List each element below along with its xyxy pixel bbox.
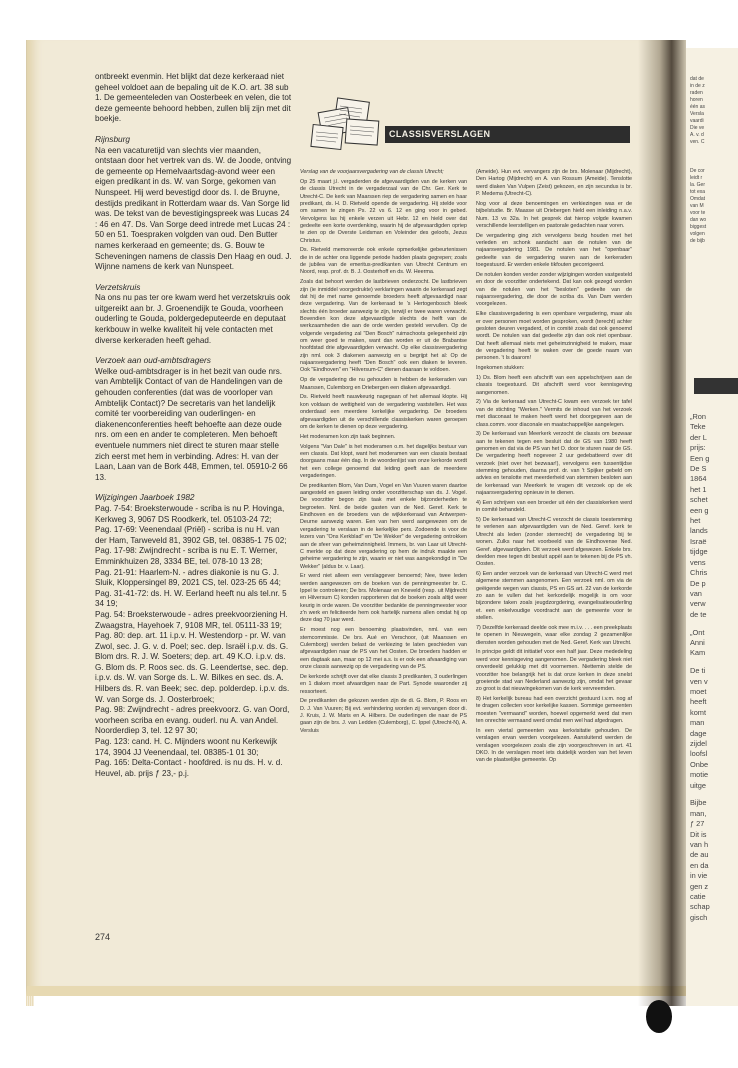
subsection-heading: Verzetskruis bbox=[95, 281, 141, 292]
next-page-line: Omdat bbox=[690, 196, 706, 202]
paragraph: 7) Dezelfde kerkeraad deelde ook mee m.i.v. . . . een preekplaats te openen in Nieuwegein, waar elke zondag 2 gezamenlijke diensten worden gehouden met de Ned. Geref. Kerk van Utrecht. bbox=[476, 624, 632, 646]
next-page-line: het bbox=[690, 516, 701, 526]
next-page-line: De S bbox=[690, 464, 707, 474]
paragraph: Pag. 54: Broeksterwoude - adres preekvoorziening H. Zwaagstra, Hayehoek 7, 9108 MR, tel. 05111-33 19; bbox=[95, 609, 288, 630]
next-page-line: komt bbox=[690, 707, 707, 717]
paragraph: Pag. 123: cand. H. C. Mijnders woont nu Kerkewijk 174, 3904 JJ Veenendaal, tel. 08385-1 01 30; bbox=[95, 737, 278, 757]
next-page-line: loofsl bbox=[690, 749, 708, 759]
next-page-line: horen bbox=[690, 97, 703, 103]
paragraph: Nog voor al deze benoemingen en verkiezingen was er de bijbelstudie. Br. Maasse uit Driebergen hield een inleiding n.a.v. Num. 13 vs 32a. In het gesprek dat hierop volgde kwamen verschillende leerstelligen en pastorale gedachten naar voren. bbox=[476, 200, 632, 229]
middle-column bbox=[300, 169, 467, 738]
paragraph: Pag. 98: Zwijndrecht - adres preekvoorz. G. van Oord, voorheen scriba en evang. ouderl. nu A. van Andel. Noorderdiep 3, tel. 12 97 30; bbox=[95, 705, 290, 736]
paragraph: Pag. 165: Delta-Contact - hoofdred. is nu ds. H. v. d. Heuvel, ab. prijs ƒ 23,- p.j. bbox=[95, 758, 283, 778]
paragraph: Er werd niet alleen een verslaggever benoemd; Nee, twee leden werden aangewezen om de boeken van de penningmeester br. C. Ippel te controleren; De brs. Molenaar en Kneveld (resp. uit Mijdrecht en Hilversum C) konden rapporteren dat de boeken zoals altijd weer keurig in orde waren. De voorzitter bedankte de penningmeester voor z'n werk en feliciteerde hem ook hartelijk namens allen omdat hij op deze dag 70 jaar werd. bbox=[300, 573, 467, 624]
next-page-mid-lines bbox=[690, 168, 706, 245]
next-page-line: raden bbox=[690, 90, 703, 96]
book-gutter bbox=[638, 40, 686, 1006]
paragraph: Volgens "Van Dale" is het moderamen o.m. het dagelijks bestuur van een classis. Dat klopt, want het moderamen van een classis bestaat doorgaans maar één dag. In de woordenlijst van onze kerkorde wordt het een college genoemd dat leiding geeft aan de meerdere vergaderingen. bbox=[300, 443, 467, 479]
paragraph: (Ameide). Hun evt. vervangers zijn de brs. Molenaar (Mijdrecht), Den Hartog (Mijdrecht) en A. van Rossum (Ameide). Tenslotte werd diaken Van Vulpen (Zeist) gekozen, en zijn secundus is br. P. Medema (Utrecht-C). bbox=[476, 169, 632, 198]
next-page-line: Teke bbox=[690, 422, 706, 432]
next-page-line: Chris bbox=[690, 568, 708, 578]
next-page-line: A. v. d bbox=[690, 132, 704, 138]
next-page-line: man bbox=[690, 718, 705, 728]
next-page-line: ƒ 27 bbox=[690, 819, 705, 829]
paragraph: In een viertal gemeenten was kerkvisitatie gehouden. De verslagen ervan werden voorgelezen. Aansluitend werden de verslagen voorgelezen zoals die zijn voorgeschreven in art. 41 DKO. In de verslagen moet iets duidelijk worden van het leven van de plaatselijke gemeente. Op bbox=[476, 727, 632, 764]
next-page-line: Dit is bbox=[690, 829, 707, 839]
paragraph: 6) Een ander verzoek van de kerkeraad van Utrecht-C werd met algemene stemmen aangenomen. Een verzoek nml. om via de geëigende wegen van classis, PS en GS art. 22 van de kerkorde zo aan te vullen dat het kerkordelijk mogelijk is om voor bijzondere taken zoals jeugdzorgdering, evangelisatieouderling et. een enkelvoudige voordracht aan de gemeente voor te stellen. bbox=[476, 571, 632, 622]
black-dot-mark bbox=[646, 1000, 672, 1033]
next-page-line: ven v bbox=[690, 676, 708, 686]
next-page-line: Een g bbox=[690, 453, 710, 463]
next-page-top-lines bbox=[690, 76, 705, 146]
paragraph: Pag. 31-41-72: ds. H. W. Eerland heeft nu als tel.nr. 5 34 19; bbox=[95, 588, 287, 609]
next-page-line bbox=[690, 659, 710, 666]
paragraph: Pag. 80: dep. art. 11 i.p.v. H. Westendorp - pr. W. van Zwol, sec. J. G. v. d. Poel; sec. dep. Israël i.p.v. ds. G. Blom drs. R. J. W. Soeters; dep. art. 49 K.O. i.p.v. ds. G. Blom ds. P. Roos sec. ds. G. Leendertse, sec. dep. i.p.v. ds. W. van Sorge ds. L. W. Bilkes en sec. ds. A. Hilbers ds. R. van Beek; sec. dep. polderdep. i.p.v. ds. W. van Sorge ds. J. Oosterbroek; bbox=[95, 631, 290, 704]
next-page-line: heeft bbox=[690, 697, 707, 707]
paragraph: Op 25 maart j.l. vergaderden de afgevaardigden van de kerken van de classis Utrecht in de vergaderzaal van de Chr. Ger. Kerk te Utrecht-C. De kerk van Maarssen riep de vergadering samen en haar predikant, ds. H. D. Rietveld opende de vergadering. Hij stelde voor om samen te zingen Ps. 22 vs 6. 12 en ging voor in gebed. Vervolgens las hij enkele verzen uit Hebr. 12 en hield over dat gedeelte een korte overdenking, waarin hij de afgevaardigden opriep te zien op de Overste Leidsman en Voleinder des geloofs, Jezus Christus. bbox=[300, 178, 467, 244]
paragraph: Pag. 17-98: Zwijndrecht - scriba is nu E. T. Werner, Emminkhuizen 28, 3334 BE, tel. 078-10 13 28; bbox=[95, 546, 278, 566]
next-page-line: dage bbox=[690, 728, 707, 738]
next-page-line: gen z bbox=[690, 881, 709, 891]
paragraph: Het moderamen kon zijn taak beginnen. bbox=[300, 433, 396, 440]
next-page-line: 1864 bbox=[690, 474, 707, 484]
next-page-line: lands bbox=[690, 526, 708, 536]
next-page-line: prijs: bbox=[690, 443, 706, 453]
paragraph: 3) De kerkeraad van Meerkerk verzocht de classis om bezwaar aan te tekenen tegen een besluit dat de GS van 1980 heeft genomen en dat via de PS van het O. door te sturen naar de GS. De vergadering heeft nogeveer 2 uur gedebatteerd over dit verzoek (niet over het bezwaar!), vervolgens een tussentijdse stemming gehouden, daarna prof. dr. van 't Spijker gebeld om advies en tenslotte met meerderheid van stemmen besloten aan de kerkeraad van Meerkerk te vragen dit verzoek op de ek najaarsvergadering opnieuw in te dienen. bbox=[476, 431, 632, 497]
paragraph: Ingekomen stukken: bbox=[476, 365, 525, 372]
next-page-line: leidt r bbox=[690, 175, 703, 181]
next-page-line: Versla bbox=[690, 111, 704, 117]
next-page-line: de bijb bbox=[690, 238, 705, 244]
paragraph: De vergadering ging zich vervolgens bezig houden met het verleden en schonk aandacht aan de notulen van de najaarsvergadering 1981. De notulen van het "openbaar" gedeelte van de vergadering waren aan de kerkeraden toegestuurd. Er werden enkele tikfouten gecorrigeerd. bbox=[476, 232, 632, 269]
next-page-line: van M bbox=[690, 203, 704, 209]
page-number: 274 bbox=[95, 932, 111, 942]
next-page-line: Kam bbox=[690, 648, 706, 658]
paragraph: Er moest nog een benoeming plaatsvinden, nml. van een stemcommissie. De brs. Aué en Verschoor, (uit Maarssen en Culemborg) werden belast de verkiezing te laten geschieden van afgevaardigden naar de PS van het Oosten. De broeders hadden er een dagtaak aan, maar op 12 mei a.s. is er ook een afvaardiging van onze classis aanwezig op de vergadering van de PS. bbox=[300, 627, 467, 670]
paragraph: De predikanten die gekozen werden zijn de di. G. Blom, P. Roos en D. J. Van Vuuren; Bij evt. verhindering worden zij vervangen door di. J. Kruis, J. W. Maris en A. Hilbers. De ouderlingen die naar de PS gaan zijn de brs. J. van Ledden (Culemborg), C. Ippel (Utrecht-N), A. Versluis bbox=[300, 698, 467, 734]
paragraph: Ds. Rietveld heeft nauwkeurig nagegaan of het allemaal klopte. Hij kon voldaan de wettigheid van de vergadering vaststellen. Het was onderdaad een meerdere kerkelijke vergadering. De broeders afgevaardigden uit de verschillende classiskerken waren geroepen om de kerken te dienen op deze vergadering. bbox=[300, 394, 467, 430]
documents-illustration bbox=[306, 96, 386, 154]
paragraph: Pag. 21-91: Haarlem-N. - adres diakonie is nu G. J. Sluik, Kloppersingel 89, 2021 CS, tel. 023-25 65 44; bbox=[95, 567, 281, 588]
next-page-line: het 1 bbox=[690, 484, 707, 494]
next-page-line: een g bbox=[690, 505, 709, 515]
next-page-line bbox=[690, 791, 710, 798]
next-page-fragment bbox=[686, 48, 738, 1006]
next-page-line: in de z bbox=[690, 83, 705, 89]
next-page-line: uitge bbox=[690, 780, 707, 790]
next-page-line: de te bbox=[690, 609, 707, 619]
next-page-line: man, bbox=[690, 808, 707, 818]
next-page-line bbox=[690, 620, 710, 627]
next-page-line: De cor bbox=[690, 168, 705, 174]
next-page-line: één as bbox=[690, 104, 706, 110]
right-column bbox=[476, 169, 632, 767]
next-page-line: Anni bbox=[690, 637, 705, 647]
paragraph: 1) Ds. Blom heeft een afschrift van een appelschrijven aan de classis toegestuurd. Dit afschrift werd voor kennisgeving aangenomen. bbox=[476, 374, 632, 396]
paragraph: De predikanten Blom, Van Dam, Vogel en Van Vuuren waren daartoe aangesteld en gaven leiding onder voorzitterschap van ds. J. Vogel. De voorzitter begon zijn taak met enkele bijzonderheden te begroeten. Nml. de beide gasten van de Ned. Geref. Kerk te Eindhoven en de broeders van de wijkkerkeraad van Antwerpen-Deurne aanwezig waren. Een van hen werd aangewezen om de vergadering te verslaan in de kerkelijke pers. Zodoende is voor de lezers van "Ons Kerkblad" en "De Wekker" de vergadering ontrokken aan de sfeer van geheimzinnigheid. Immers, br. van Laar uit Utrecht-C merkte op dat deze vergadering op hem de indruk maakte een geheime vergadering te zijn, waarin er niet was aangekondigd in "De Wekker" (aldus br. v. Laar). bbox=[300, 482, 467, 570]
report-intro: Verslag van de voorjaarsvergadering van de classis Utrecht; bbox=[300, 169, 444, 175]
left-column bbox=[95, 72, 292, 779]
paragraph: In principe geldt dit initiatief voor een half jaar. Deze mededeling werd voor kennisgeving aangenomen. De vergadering bleek niet onverdeeld gelukkig met dit voornemen. Niettemin stelde de voorzitter hoe belangrijk het is dat onze kerken in deze snelst groeiende stad van Nederland aanwezig zijn, omdat het gevaar zo groot is dat nieuwingekomen van de kerk vervreemden. bbox=[476, 649, 632, 693]
next-page-line: schap bbox=[690, 902, 710, 912]
next-page-line: moet bbox=[690, 686, 707, 696]
next-page-line: voor te bbox=[690, 210, 706, 216]
next-page-line: in vie bbox=[690, 871, 708, 881]
paragraph: Na een vacaturetijd van slechts vier maanden, ontstaan door het vertrek van ds. W. de Joode, ontving de gemeente op Hemelvaartsdag-avond weer een eigen predikant in ds. W. van Sorge, gekomen van Nunspeet. Hij werd bevestigd door ds. I. de Bruyne, destijds predikant in Rotterdam waar ds. Van Sorge lid was. De tekst van de bevestigingspreek was Lucas 24 : 46 en 47. Ds. Van Sorge deed intrede met Lucas 24 : 50 en 51. Toespraken volgden van oud. Den Butter names kerkeraad en gemeente; ds. G. Bouw te Scheveningen namens de classis Den Haag en oud. J. Wijnne namens de kerk van Nunspeet. bbox=[95, 145, 292, 272]
next-page-line: gisch bbox=[690, 912, 708, 922]
next-page-line: „Ont bbox=[690, 627, 705, 637]
paragraph: 5) De kerkeraad van Utrecht-C verzocht de classis toestemming te verlenen aan afgevaardigden van de Ned. Geref. kerk te Utrecht als leden (zonder stemrecht) de vergadering bij te wonen. Zulks naar het voorbeeld van de Eindhovense Ned. Geref. afgevaardigden. Dit verzoek werd afgewezen. Enkele brs. deelden mee tegen dit besluit appèl aan te tekenen bij de PS vh. Oosten. bbox=[476, 517, 632, 568]
paragraph: 4) Een schrijven van een broeder uit één der classiskerken werd in comité behandeld. bbox=[476, 499, 632, 514]
paragraph: De kerkorde schrijft over dat elke classis 3 predikanten, 3 ouderlingen en 1 diaken moet afvaardigen naar de Part. Synode waaronder zij ressorteert. bbox=[300, 673, 467, 695]
subsection-heading: Verzoek aan oud-ambtsdragers bbox=[95, 355, 211, 366]
paragraph: De notulen konden verder zonder wijzigingen worden vastgesteld en door de voorzitter ondertekend. Dat kan ook gezegd worden van de notulen van het "besloten" gedeelte van de najaarsvergadering, die door de scriba ds. Van Dam werden voorgelezen. bbox=[476, 271, 632, 308]
subsection-heading: Wijzigingen Jaarboek 1982 bbox=[95, 492, 195, 503]
next-page-line: vaardi bbox=[690, 118, 704, 124]
next-page-line: van h bbox=[690, 840, 709, 850]
paragraph: Zoals dat behoort werden de lastbrieven onderzocht. De lastbrieven zijn (ie inmiddel voorgedrukte) verklaringen waarin de kerkeraad zegt dat hij de met name genoemde broeders heeft afgevaardigd naar deze vergadering. Van de kerkeraad te 's Hertogenbosch bleek slechts één broeder aanwezig te zijn, terwijl er twee waren verwacht. Bovendien kon deze afgevaardigde slechts de helft van de werkzaamheden die aan de orde werden gesteld vervullen. Op de volgende vergadering zal "Den Bosch" ruimschoots gelegenheid zijn om weer goed te maken, want dan worden er uit de Brabantse hoofdstad drie afgevaardigden verwacht. Op elke classisvergadering zijn nml. ook 3 diakenen aanwezig en u begrijpt het al: Op de najaarsvergadering heeft "Den Bosch" ook een diaken te leveren. Ook "Eindhoven" en "Hilversum-C" dienen daaraan te voldoen. bbox=[300, 279, 467, 374]
next-page-line: Onbe bbox=[690, 759, 709, 769]
paragraph: Na ons nu pas ter ore kwam werd het verzetskruis ook uitgereikt aan br. J. Groenendijk te Gouda, voorheen ouderling te Gouda, poldergedeputeerde en deputaat kerkbouw in welke kwaliteit hij vele contacten met diverse kerkeraden heeft gehad. bbox=[95, 293, 291, 345]
next-page-banner-bar bbox=[694, 378, 738, 394]
paragraph: ontbreekt evenmin. Het blijkt dat deze kerkeraad niet geheel voldoet aan de bepaling uit de K.O. art. 38 sub 1. De gemeenteleden van Oosterbeek en velen, die tot deze gemeente behoord hebben, zullen blij zijn met dit boekje. bbox=[95, 72, 292, 124]
paragraph: Op de vergadering die nu gehouden is hebben de kerkeraden van Maarssen, Culemborg en Driebergen een diaken afgevaardigd. bbox=[300, 377, 467, 391]
next-page-line: schet bbox=[690, 495, 708, 505]
next-page-line: ven. C bbox=[690, 139, 705, 145]
next-page-line: volgen bbox=[690, 231, 705, 237]
next-page-line: Bijbe bbox=[690, 798, 707, 808]
next-page-line: zijdel bbox=[690, 738, 707, 748]
paragraph: Pag. 17-69: Veenendaal (Priël) - scriba is nu H. van der Ham, Tarweveld 81, 3902 GB, tel. 08385-1 75 02; bbox=[95, 525, 287, 545]
paragraph: 8) Het kerkelijk bureau had een overzicht gestuurd i.v.m. nog af te dragen collecten voor kerkelijke kassen. Sommige gemeenten moesten "vermaand" worden, hoewel opgemerkt werd dat men ten onrechte vermaand werd omdat men wel had afgedragen. bbox=[476, 696, 632, 725]
next-page-line: catie bbox=[690, 892, 706, 902]
next-page-line: tot exa bbox=[690, 189, 706, 195]
subsection-heading: Rijnsburg bbox=[95, 133, 131, 144]
next-page-line: dan wo bbox=[690, 217, 707, 223]
next-page-line: dat de bbox=[690, 76, 704, 82]
next-page-line: De p bbox=[690, 578, 706, 588]
next-page-line: De ti bbox=[690, 666, 706, 676]
next-page-line: der L bbox=[690, 432, 707, 442]
paragraph: Welke oud-ambtsdrager is in het bezit van oude nrs. van Ambtelijk Contact of van de Handelingen van de gehouden conferenties (dat was de voorloper van Ambtelijk Contact)? De secretaris van het landelijk comité ter voorbereiding van ouderlingen- en diakenenconferenties heeft behoefte aan deze oude nrs. om een en ander te completeren. Men behoeft eventuele nummers niet direct te sturen maar stelle zich eerst met hem in verbinding. Adres: H. van der Laan, Laan van de Bork 448, Emmen, tel. 05910-2 66 13. bbox=[95, 366, 288, 482]
paragraph: Pag. 7-54: Broeksterwoude - scriba is nu P. Hovinga, Kerkweg 3, 9067 DS Roodkerk, tel. 05103-24 72; bbox=[95, 503, 285, 524]
next-page-line: en da bbox=[690, 860, 709, 870]
next-page-line: de au bbox=[690, 850, 709, 860]
paragraph: Ds. Rietveld memoreerde ook enkele opmerkelijke gebeurtenissen die in de achter ons liggende periode hadden plaats gegrepen; zoals de jubilea van de emeritus-predikanten van Utrecht Centrum en Noord, resp. prof. dr. B. J. Oosterhoff en ds. W. Heerma. bbox=[300, 247, 467, 276]
next-page-lower-lines bbox=[690, 412, 710, 923]
next-page-line: biggest bbox=[690, 224, 707, 230]
next-page-line: vens bbox=[690, 557, 706, 567]
next-page-line: tijdge bbox=[690, 547, 708, 557]
section-banner: CLASSISVERSLAGEN bbox=[385, 126, 630, 143]
next-page-line: Israë bbox=[690, 536, 707, 546]
next-page-line: motie bbox=[690, 770, 709, 780]
next-page-line: van bbox=[690, 588, 702, 598]
next-page-line: verw bbox=[690, 599, 706, 609]
paragraph: 2) Via de kerkeraad van Utrecht-C kwam een verzoek ter tafel van de stichting "Werken." Vermits de inhoud van het verzoek met diaconaat te maken heeft werd het doorgegeven aan de class.comm. voor diaconale en maatschappelijke aangelegen. bbox=[476, 399, 632, 428]
next-page-line: „Ron bbox=[690, 412, 707, 421]
next-page-line: la. Ger bbox=[690, 182, 706, 188]
next-page-line: Die ve bbox=[690, 125, 705, 131]
paragraph: Elke classisvergadering is een openbare vergadering, maar als er over personen moet worden gesproken, wordt (terecht) achter gesloten deuren vergaderd, of in comité zoals dat ook genoemd wordt. De notulen van dat gedeelte zijn dan ook niet openbaar. Dat heeft allemaal niets met geheimzinnigheid te maken, maar de vergadering heeft te waken over de goede naam van personen. 't Is daarom! bbox=[476, 311, 632, 362]
